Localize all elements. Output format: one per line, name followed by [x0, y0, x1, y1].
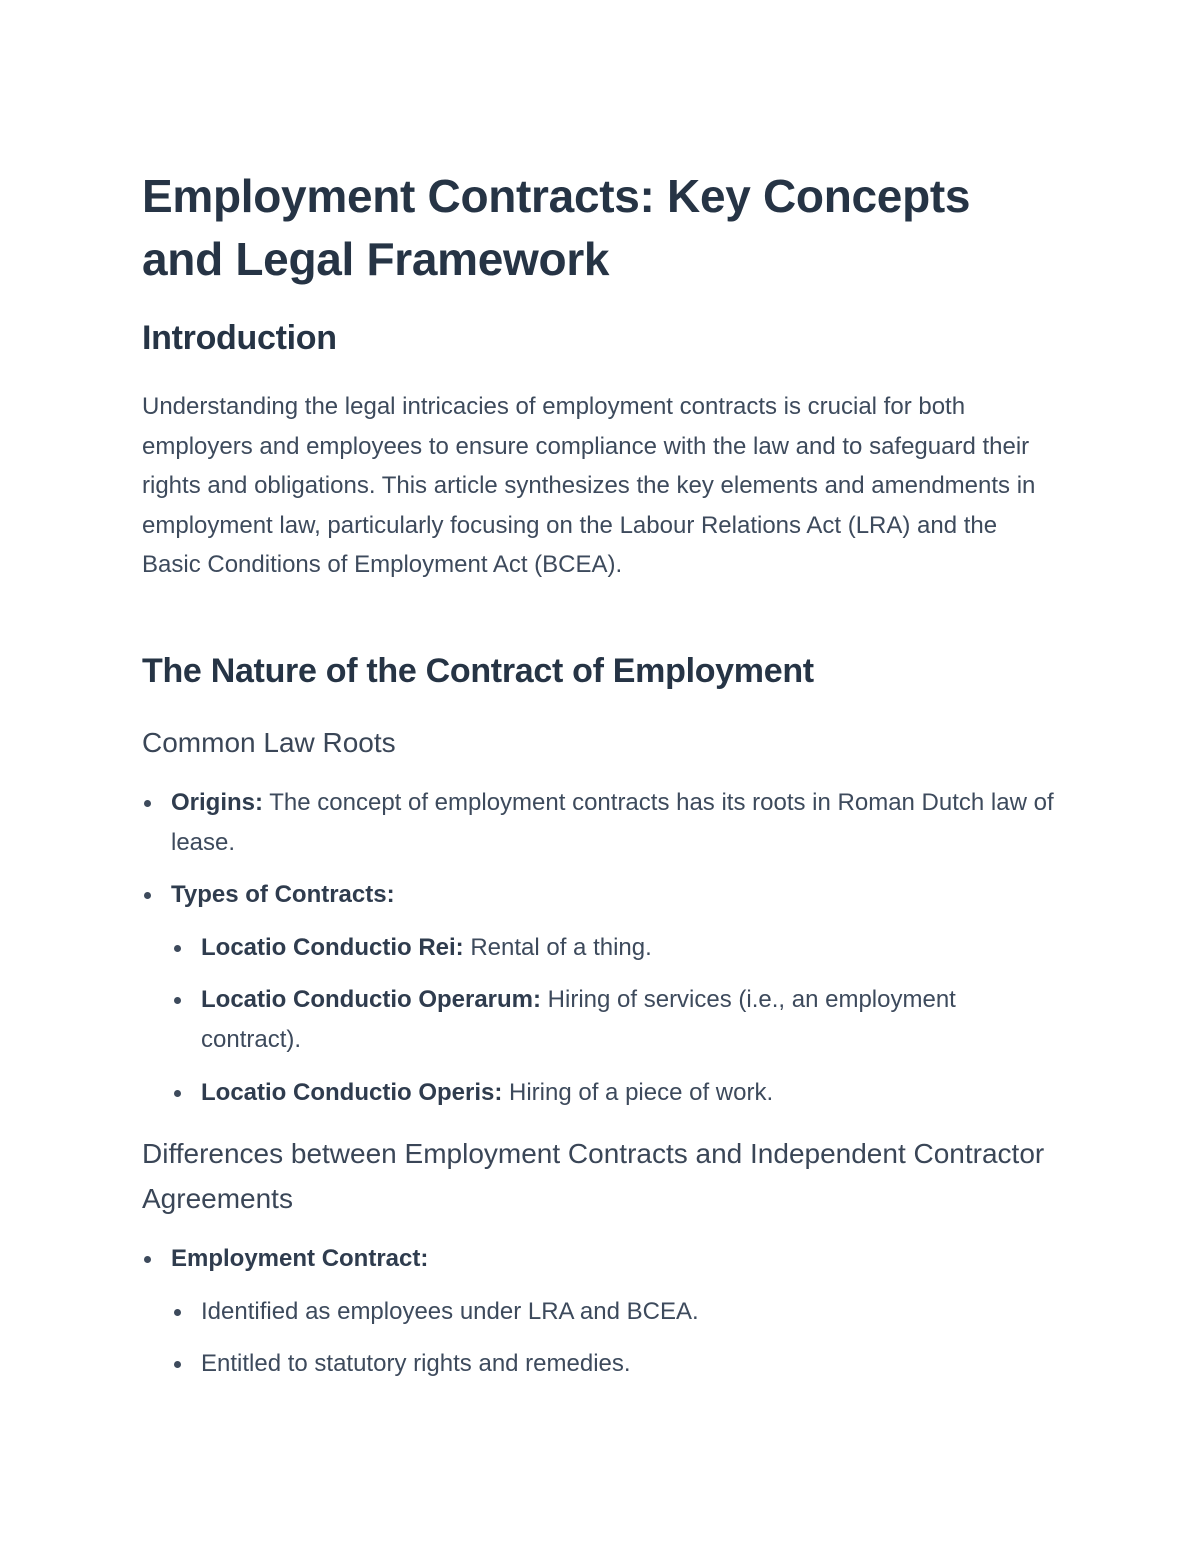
- section-heading-nature: The Nature of the Contract of Employment: [142, 652, 814, 690]
- subheading-differences: Differences between Employment Contracts and Independent Contractor Agreements: [142, 1138, 1045, 1214]
- list-item-term: Locatio Conductio Rei:: [201, 933, 464, 961]
- list-item-locatio-conductio-operarum: [172, 980, 1062, 1059]
- list-item-text: Hiring of a piece of work.: [502, 1078, 774, 1106]
- differences-list: [142, 1239, 1062, 1397]
- list-item-term: Locatio Conductio Operis:: [201, 1078, 503, 1106]
- page-title: Employment Contracts: Key Concepts and Legal Framework: [142, 170, 971, 285]
- list-item-text: Identified as employees under LRA and BCEA.: [201, 1297, 699, 1325]
- list-item-types-of-contracts: [142, 875, 1062, 915]
- list-item-locatio-conductio-rei: [172, 928, 1062, 968]
- list-item-employment-contract: [142, 1239, 1062, 1279]
- list-item-term: Origins:: [171, 789, 264, 816]
- list-item-text: The concept of employment contracts has its roots in Roman Dutch law of lease.: [171, 789, 1054, 856]
- list-item-text: Entitled to statutory rights and remedies.: [201, 1350, 631, 1378]
- list-item-text: Rental of a thing.: [463, 933, 652, 961]
- list-item-origins: [142, 783, 1062, 862]
- common-law-list: [142, 783, 1062, 1125]
- subheading-common-law-roots: Common Law Roots: [142, 727, 396, 758]
- list-item-text: Hiring of services (i.e., an employment contract).: [201, 986, 956, 1053]
- list-item-term: Types of Contracts:: [171, 881, 395, 909]
- intro-paragraph: Understanding the legal intricacies of employment contracts is crucial for both employers and employees to ensure compliance with the law and to safeguard their rights and obligations. This article synthesizes the key elements and amendments in employment law, particularly focusing on the Labour Relations Act (LRA) and the Basic Conditions of Employment Act (BCEA).: [142, 393, 1036, 579]
- list-item-term: Employment Contract:: [171, 1245, 429, 1272]
- section-heading-introduction: Introduction: [142, 319, 337, 357]
- list-item-term: Locatio Conductio Operarum:: [201, 986, 542, 1014]
- list-item-entitled-to-rights: [172, 1344, 1062, 1384]
- list-item-identified-as-employees: [172, 1292, 1062, 1332]
- list-item-locatio-conductio-operis: [172, 1073, 1062, 1113]
